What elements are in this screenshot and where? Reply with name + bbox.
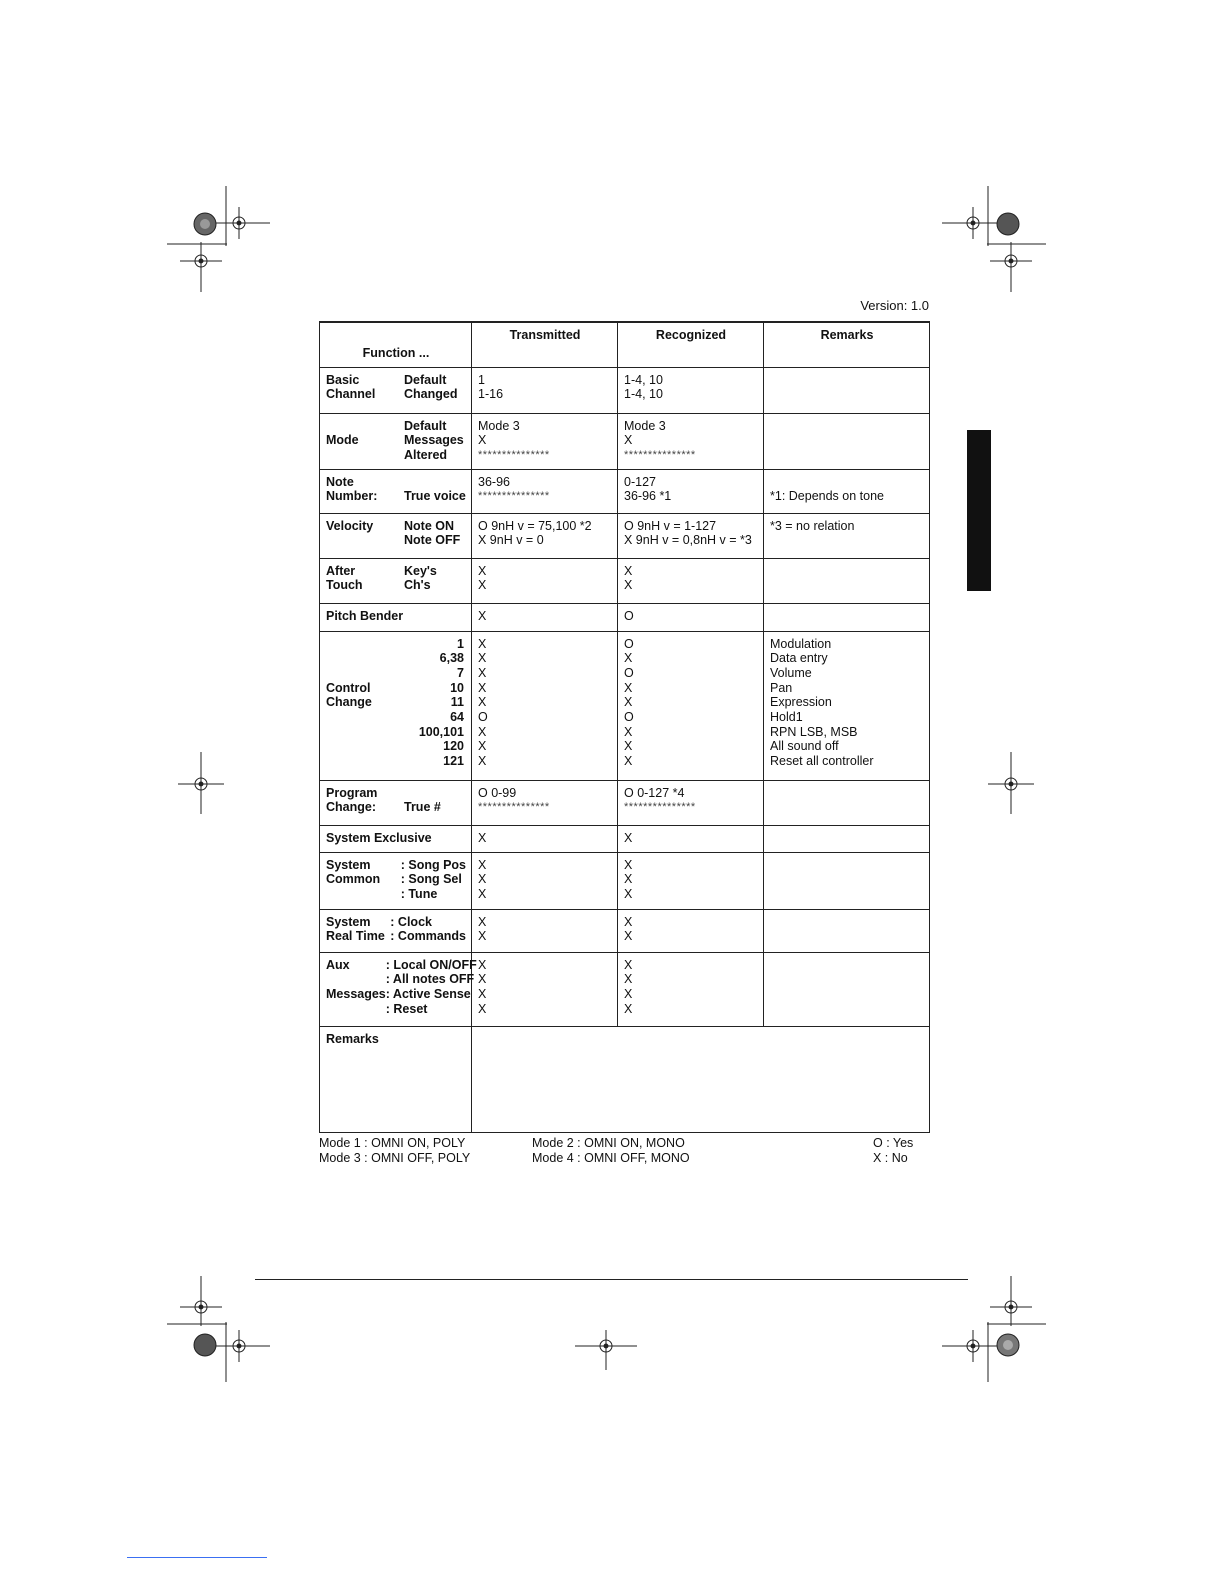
function-group — [326, 858, 401, 902]
cell-line: : Tune — [400, 886, 438, 901]
recognized-cell — [618, 952, 764, 1026]
cell-line: Program — [326, 785, 378, 800]
cell-line: Note — [326, 474, 354, 489]
footer-mode1: Mode 1 : OMNI ON, POLY — [319, 1136, 466, 1150]
cell-line: 1-4, 10 — [624, 387, 663, 402]
cell-line: X — [478, 972, 487, 987]
cell-line: Control — [326, 680, 371, 695]
cell-line: X — [624, 986, 633, 1001]
function-item — [390, 915, 466, 944]
row-velocity — [320, 513, 930, 558]
cell-line: X — [624, 739, 633, 754]
cell-line: Default — [404, 418, 447, 433]
header-row — [320, 322, 930, 367]
cell-line: True # — [404, 800, 441, 815]
cell-line: X — [478, 724, 487, 739]
cell-line: 11 — [450, 695, 464, 710]
cell-line: Messages — [404, 433, 464, 448]
cell-line: O — [624, 665, 634, 680]
cell-line: 121 — [443, 754, 464, 769]
cell-line: Reset all controller — [770, 754, 874, 769]
transmitted-cell — [472, 780, 618, 825]
remarks-cell — [764, 603, 930, 631]
link-underline — [127, 1557, 267, 1558]
cell-line — [326, 739, 404, 754]
version-label: Version: 1.0 — [860, 298, 929, 313]
cell-line: Basic — [326, 372, 360, 387]
remarks-cell — [764, 780, 930, 825]
cell-line — [326, 533, 404, 548]
cell-line: 10 — [450, 680, 464, 695]
function-cell — [320, 413, 472, 469]
transmitted-cell — [472, 603, 618, 631]
remarks-cell — [764, 367, 930, 413]
cell-line: X — [624, 929, 633, 944]
row-control-change — [320, 631, 930, 780]
function-item — [404, 519, 466, 548]
remarks-label-cell: Remarks — [320, 1026, 472, 1132]
function-group — [326, 419, 404, 463]
cell-line: All sound off — [770, 739, 839, 754]
function-group — [326, 786, 404, 815]
cell-line: Change: — [326, 800, 376, 815]
cell-line: RPN LSB, MSB — [770, 724, 858, 739]
recognized-cell — [618, 367, 764, 413]
function-group — [326, 475, 404, 504]
cell-line: X — [478, 739, 487, 754]
remarks-cell — [764, 909, 930, 952]
cell-line: X — [624, 857, 633, 872]
remarks-cell — [764, 413, 930, 469]
recognized-cell — [618, 780, 764, 825]
remarks-cell — [764, 558, 930, 603]
function-cell — [320, 513, 472, 558]
cell-line: X 9nH v = 0,8nH v = *3 — [624, 533, 752, 548]
cell-line: X — [478, 563, 487, 578]
function-cell — [320, 469, 472, 513]
recognized-cell — [618, 825, 764, 852]
cell-line: X — [478, 929, 487, 944]
footer-no: X : No — [873, 1151, 908, 1165]
cell-line — [770, 533, 924, 548]
cell-line: O 9nH v = 1-127 — [624, 518, 717, 533]
cell-line: *************** — [478, 801, 550, 814]
cell-line: Volume — [770, 665, 812, 680]
page-rule — [255, 1279, 968, 1280]
cell-line — [404, 475, 466, 490]
cell-line — [404, 786, 466, 801]
function-labels — [326, 957, 477, 1017]
recognized-cell — [618, 631, 764, 780]
cell-line: X — [478, 1001, 487, 1016]
function-item — [386, 958, 477, 1017]
cell-line: X — [478, 886, 487, 901]
cell-line: Common — [326, 872, 381, 887]
cell-line: True voice — [404, 489, 466, 504]
cell-line: *************** — [478, 490, 550, 503]
row-system-real-time — [320, 909, 930, 952]
function-item — [404, 637, 466, 769]
cell-line: X — [624, 914, 633, 929]
cell-line: O — [624, 636, 634, 651]
function-group — [326, 915, 390, 944]
row-program-change — [320, 780, 930, 825]
cell-line: Altered — [404, 447, 448, 462]
cell-line: O 9nH v = 75,100 *2 — [478, 518, 592, 533]
cell-line: Change — [326, 695, 372, 710]
row-system-common — [320, 852, 930, 909]
cell-line: Real Time — [326, 929, 385, 944]
cell-line: System — [326, 914, 371, 929]
cell-line: O — [624, 608, 634, 623]
remarks-body-cell — [472, 1026, 930, 1132]
cell-line: O — [478, 710, 488, 725]
row-remarks — [320, 1026, 930, 1132]
cell-line — [326, 887, 401, 902]
cell-line — [326, 754, 404, 769]
footer-mode3: Mode 3 : OMNI OFF, POLY — [319, 1151, 471, 1165]
function-cell — [320, 780, 472, 825]
cell-line: : Local ON/OFF — [385, 957, 477, 972]
cell-line: X — [478, 986, 487, 1001]
cell-line: 120 — [443, 739, 464, 754]
cell-line: Mode 3 — [478, 418, 520, 433]
recognized-cell — [618, 603, 764, 631]
recognized-cell — [618, 413, 764, 469]
function-group — [326, 519, 404, 548]
cell-line: Note ON — [404, 518, 454, 533]
transmitted-cell — [472, 852, 618, 909]
function-item — [404, 786, 466, 815]
cell-line: 1 — [478, 372, 485, 387]
transmitted-cell — [472, 469, 618, 513]
footer-mode2: Mode 2 : OMNI ON, MONO — [532, 1136, 685, 1150]
function-item — [404, 373, 466, 402]
function-labels — [326, 858, 466, 902]
cell-line: X — [624, 1001, 633, 1016]
cell-line: : All notes OFF — [385, 972, 475, 987]
transmitted-cell — [472, 513, 618, 558]
cell-line: X — [624, 563, 633, 578]
cell-line: X — [478, 651, 487, 666]
function-group — [326, 958, 386, 1017]
cell-line: *3 = no relation — [770, 518, 855, 533]
cell-line — [326, 710, 404, 725]
cell-line: X — [478, 665, 487, 680]
function-group — [326, 637, 404, 769]
cell-line: X — [478, 433, 487, 448]
cell-line: Modulation — [770, 636, 832, 651]
recognized-cell — [618, 909, 764, 952]
row-basic-channel — [320, 367, 930, 413]
transmitted-cell — [472, 825, 618, 852]
transmitted-cell — [472, 909, 618, 952]
cell-line: Touch — [326, 578, 363, 593]
function-cell — [320, 367, 472, 413]
cell-line: X — [478, 754, 487, 769]
function-cell — [320, 558, 472, 603]
cell-line: Hold1 — [770, 710, 803, 725]
cell-line: X — [478, 872, 487, 887]
cell-line: Channel — [326, 387, 376, 402]
cell-line: *1: Depends on tone — [770, 489, 884, 504]
recognized-cell — [618, 558, 764, 603]
remarks-cell — [764, 513, 930, 558]
function-group — [326, 564, 404, 593]
cell-line: X — [624, 724, 633, 739]
cell-line: O 0-99 — [478, 785, 517, 800]
function-cell — [320, 825, 472, 852]
cell-line — [326, 1002, 386, 1017]
cell-line: Aux — [326, 957, 350, 972]
function-labels — [326, 475, 466, 504]
footer-yes: O : Yes — [873, 1136, 914, 1150]
cell-line: 6,38 — [439, 651, 464, 666]
cell-line: After — [326, 563, 356, 578]
row-after-touch — [320, 558, 930, 603]
function-item — [404, 564, 466, 593]
cell-line: X — [478, 578, 487, 593]
cell-line: Default — [404, 372, 447, 387]
function-item — [404, 419, 466, 463]
cell-line: X — [624, 957, 633, 972]
cell-line: X — [478, 957, 487, 972]
function-labels — [326, 564, 466, 593]
transmitted-cell — [472, 367, 618, 413]
cell-line: X — [478, 914, 487, 929]
cell-line: Mode — [326, 433, 359, 448]
cell-line: 0-127 — [624, 474, 656, 489]
cell-line — [326, 651, 404, 666]
row-note-number — [320, 469, 930, 513]
cell-line: Key's — [404, 563, 437, 578]
cell-line — [326, 666, 404, 681]
row-mode — [320, 413, 930, 469]
cell-line — [326, 725, 404, 740]
cell-line: Mode 3 — [624, 418, 666, 433]
function-labels — [326, 637, 466, 769]
recognized-cell — [618, 852, 764, 909]
function-item — [404, 475, 466, 504]
transmitted-header: Transmitted — [472, 322, 618, 367]
cell-line: X — [478, 695, 487, 710]
cell-line: X — [624, 972, 633, 987]
remarks-header: Remarks — [764, 322, 930, 367]
cell-line: *************** — [478, 448, 550, 461]
cell-line: X — [478, 680, 487, 695]
cell-line — [326, 972, 386, 987]
function-header: Function ... — [320, 322, 472, 367]
cell-line — [326, 419, 404, 434]
cell-line: 1-4, 10 — [624, 372, 663, 387]
cell-line: X — [624, 680, 633, 695]
function-labels — [326, 915, 466, 944]
cell-line: : Clock — [390, 914, 432, 929]
cell-line: X — [624, 872, 633, 887]
cell-line: *************** — [624, 801, 696, 814]
cell-line: X — [624, 695, 633, 710]
transmitted-cell — [472, 631, 618, 780]
recognized-cell — [618, 469, 764, 513]
cell-line: Changed — [404, 387, 458, 402]
cell-line: : Reset — [385, 1001, 428, 1016]
remarks-cell — [764, 952, 930, 1026]
cell-line: Velocity — [326, 518, 374, 533]
cell-line: Number: — [326, 489, 378, 504]
cell-line: Ch's — [404, 578, 431, 593]
cell-line — [326, 637, 404, 652]
function-item — [401, 858, 466, 902]
cell-line: Pan — [770, 680, 793, 695]
cell-line: 1-16 — [478, 387, 504, 402]
cell-line: : Commands — [390, 929, 466, 944]
cell-line — [326, 448, 404, 463]
function-labels — [326, 373, 466, 402]
cell-line: 1 — [457, 636, 464, 651]
function-labels — [326, 419, 466, 463]
cell-line: : Song Sel — [400, 872, 462, 887]
cell-line: System — [326, 857, 371, 872]
cell-line: Expression — [770, 695, 832, 710]
transmitted-cell — [472, 952, 618, 1026]
cell-line: X — [624, 433, 633, 448]
function-cell — [320, 909, 472, 952]
remarks-cell — [764, 852, 930, 909]
recognized-header: Recognized — [618, 322, 764, 367]
cell-line — [770, 475, 924, 490]
remarks-cell — [764, 631, 930, 780]
transmitted-cell — [472, 413, 618, 469]
cell-line: X — [478, 857, 487, 872]
function-cell — [320, 952, 477, 1026]
function-cell — [320, 852, 472, 909]
cell-line: X 9nH v = 0 — [478, 533, 544, 548]
cell-line: O — [624, 710, 634, 725]
recognized-cell — [618, 513, 764, 558]
cell-line: : Active Sense — [385, 986, 471, 1001]
function-group — [326, 373, 404, 402]
cell-line: 100,101 — [418, 724, 464, 739]
cell-line: 7 — [457, 665, 464, 680]
cell-line: Data entry — [770, 651, 828, 666]
footer-mode4: Mode 4 : OMNI OFF, MONO — [532, 1151, 690, 1165]
cell-line: X — [478, 636, 487, 651]
function-labels — [326, 786, 466, 815]
cell-line: Messages — [326, 986, 386, 1001]
cell-line: X — [624, 830, 633, 845]
function-labels — [326, 519, 466, 548]
section-tab — [967, 430, 991, 591]
cell-line: X — [624, 754, 633, 769]
cell-line: : Song Pos — [400, 857, 466, 872]
midi-implementation-chart — [319, 321, 930, 1133]
cell-line: O 0-127 *4 — [624, 785, 685, 800]
cell-line: X — [624, 886, 633, 901]
transmitted-cell — [472, 558, 618, 603]
remarks-cell — [764, 469, 930, 513]
cell-line: 64 — [450, 710, 464, 725]
function-label: System Exclusive — [326, 830, 432, 845]
cell-line: X — [624, 651, 633, 666]
function-cell — [320, 631, 472, 780]
cell-line: X — [478, 830, 487, 845]
remarks-cell — [764, 825, 930, 852]
cell-line: X — [624, 578, 633, 593]
cell-line: 36-96 *1 — [624, 489, 672, 504]
row-pitch-bender — [320, 603, 930, 631]
function-cell — [320, 603, 472, 631]
cell-line: 36-96 — [478, 474, 510, 489]
row-aux-messages — [320, 952, 930, 1026]
cell-line: *************** — [624, 448, 696, 461]
cell-line: X — [478, 608, 487, 623]
cell-line: Note OFF — [404, 533, 461, 548]
row-system-exclusive — [320, 825, 930, 852]
function-label: Pitch Bender — [326, 608, 404, 623]
